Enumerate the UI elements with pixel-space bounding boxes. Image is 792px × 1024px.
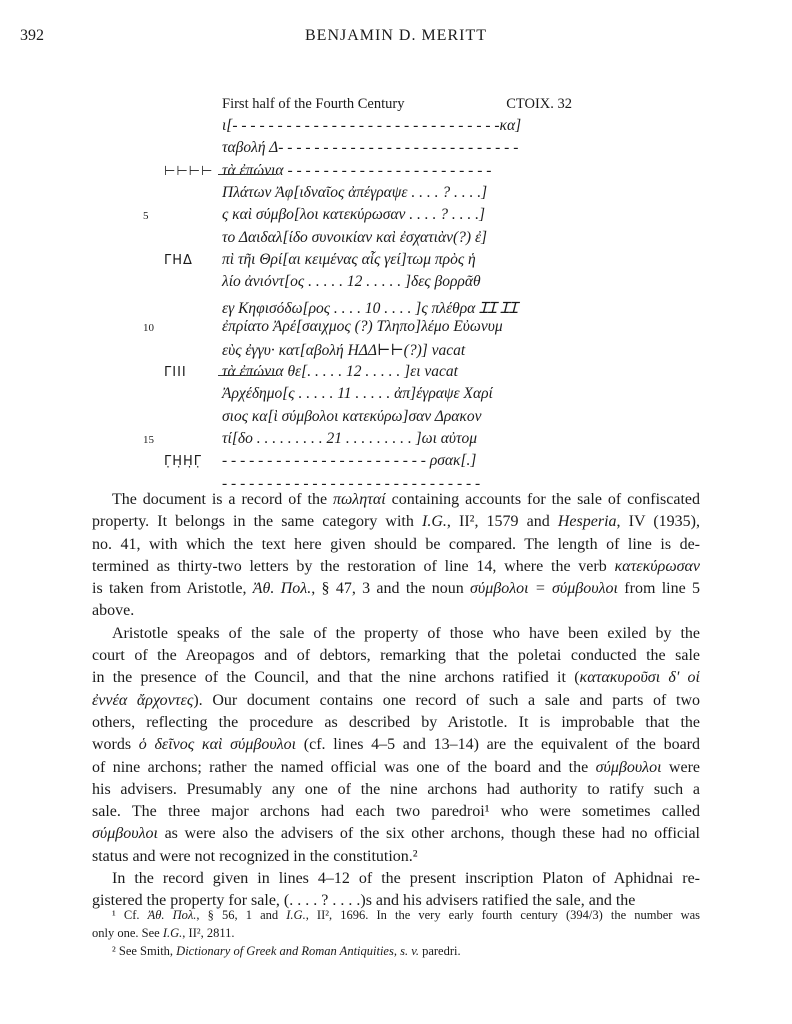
text-run: termined as thirty-two letters by the restoration of line 14, where the verb bbox=[92, 557, 615, 575]
inscription-line bbox=[0, 408, 792, 430]
paragraph-line bbox=[92, 489, 700, 511]
inscription-line-text: λίο ἀνιόντ[ος . . . . . 12 . . . . . ]δες βορρᾶθ bbox=[222, 273, 481, 291]
inscription-line-text: εὺς ἐγγυ· κατ[αβολή ΗΔΔ⊢⊢(?)] vacat bbox=[222, 341, 466, 359]
text-run: κατεκύρωσαν bbox=[614, 557, 700, 575]
text-run: , § 56, 1 and bbox=[196, 908, 287, 922]
text-run: words bbox=[92, 736, 139, 754]
text-run: above. bbox=[92, 602, 135, 620]
line-number: 5 bbox=[143, 210, 149, 223]
inscription-line bbox=[0, 229, 792, 251]
inscription-line-text: ι[- - - - - - - - - - - - - - - - - - - - - - - - - - - - - -κα] bbox=[222, 117, 522, 134]
inscription-date: First half of the Fourth Century bbox=[222, 96, 405, 112]
text-run: , II², 1579 and bbox=[446, 513, 558, 531]
paragraph-line bbox=[92, 868, 700, 890]
text-run: containing accounts for the sale of confiscated bbox=[385, 491, 700, 508]
inscription-line bbox=[0, 430, 792, 452]
text-run: , II², 1696. In the very early fourth century (394/3) the number was bbox=[305, 908, 701, 922]
paragraph-line bbox=[92, 556, 700, 578]
inscription-line bbox=[0, 318, 792, 340]
line-number: 15 bbox=[143, 433, 154, 446]
text-run: κατακυροῦσι δ' οἱ bbox=[579, 669, 701, 687]
inscription-line bbox=[0, 117, 792, 139]
text-run: ¹ Cf. bbox=[112, 908, 148, 922]
text-run: property. It belongs in the same category with bbox=[92, 513, 422, 531]
page-number: 392 bbox=[20, 27, 44, 44]
text-run: , § 47, 3 and the noun bbox=[311, 580, 471, 598]
text-run: only one. See bbox=[92, 926, 163, 940]
inscription-line bbox=[0, 273, 792, 295]
text-run: no. 41, with which the text here given should be compared. The length of line is de- bbox=[92, 535, 700, 553]
inscription-line bbox=[0, 452, 792, 474]
paragraph-line bbox=[92, 690, 700, 712]
text-run: Ἀθ. Πολ. bbox=[252, 580, 312, 598]
stoichedon-label: CTOIX. 32 bbox=[506, 96, 572, 112]
inscription-line-text: σιος κα[ὶ σύμβολοι κατεκύρω]σαν Δρακον bbox=[222, 407, 482, 425]
paragraph-line bbox=[92, 801, 700, 823]
paragraph-line bbox=[92, 623, 700, 645]
inscription-line-text: Ἀρχέδημο[ς . . . . . 11 . . . . . ἀπ]έγραψε Χαρί bbox=[222, 385, 493, 403]
paragraph-line bbox=[92, 667, 700, 689]
inscription-line bbox=[0, 385, 792, 407]
text-run: as were also the advisers of the six other archons, though these had no official bbox=[157, 825, 700, 843]
footnotes bbox=[92, 906, 700, 960]
inscription-heading bbox=[222, 96, 572, 113]
inscription-line-text: τὰ ἐπώνια - - - - - - - - - - - - - - - - - - - - - - - bbox=[222, 161, 492, 179]
attic-numeral: ⊢⊢⊢⊢ bbox=[164, 163, 214, 179]
paragraph-line bbox=[92, 600, 700, 622]
footnote-line bbox=[92, 942, 700, 960]
text-run: In the record given in lines 4–12 of the present inscription Platon of Aphidnai re- bbox=[112, 870, 700, 888]
running-title: BENJAMIN D. MERITT bbox=[305, 27, 487, 44]
text-run: from line 5 bbox=[618, 580, 701, 598]
paragraph-line bbox=[92, 823, 700, 845]
text-run: court of the Areopagos and of debtors, remarking that the poletai conducted the sale bbox=[92, 647, 700, 665]
attic-numeral: ΓΗΔ bbox=[164, 253, 193, 269]
text-run: ² See Smith, bbox=[112, 944, 177, 958]
text-run: I.G. bbox=[162, 926, 183, 940]
inscription-line bbox=[0, 162, 792, 184]
text-run: , II², 2811. bbox=[182, 926, 235, 940]
text-run: status and were not recognized in the constitution.² bbox=[92, 847, 418, 865]
text-run: πωληταί bbox=[332, 491, 386, 508]
paragraph-line bbox=[92, 534, 700, 556]
paragraph-line bbox=[92, 779, 700, 801]
text-run: sale. The three major archons had each two paredroi¹ who were sometimes called bbox=[92, 803, 700, 821]
paragraph-line bbox=[92, 578, 700, 600]
inscription-line-text: Πλάτων Ἀφ[ιδναῖος ἀπέγραψε . . . . ? . . . .] bbox=[222, 184, 488, 202]
text-run: I.G. bbox=[286, 908, 306, 922]
inscription-line-text: - - - - - - - - - - - - - - - - - - - - - - - ρσακ[.] bbox=[222, 452, 477, 470]
text-run: Ἀθ. Πολ. bbox=[147, 908, 197, 922]
line-number: 10 bbox=[143, 322, 154, 335]
text-run: ὁ δεῖνος καὶ σύμβουλοι bbox=[138, 736, 297, 754]
inscription-line-text: τὰ ἐπώνια θε[. . . . . 12 . . . . . ]ει vacat bbox=[222, 362, 458, 380]
text-run: σύμβολοι = σύμβουλοι bbox=[470, 580, 618, 598]
text-run: in the presence of the Council, and that the nine archons ratified it ( bbox=[92, 669, 580, 687]
inscription-line bbox=[0, 363, 792, 385]
footnote-line bbox=[92, 906, 700, 924]
inscription-line-text: εγ Κηφισόδω[ρος . . . . 10 . . . . ]ς πλέθρα ꞮꞮ ꞮꞮ bbox=[222, 299, 518, 317]
text-run: Dictionary of Greek and Roman Antiquities, s. v. bbox=[176, 944, 419, 958]
text-run: of nine archons; rather the named official was one of the board and the bbox=[92, 758, 596, 776]
inscription-line-text: το Δαιδαλ[ίδο συνοικίαν καὶ ἐσχατιὰν(?) ἐ] bbox=[222, 228, 488, 246]
paragraph-line bbox=[92, 712, 700, 734]
inscription-line-text: τί[δο . . . . . . . . . 21 . . . . . . . . . ]ωι αὐτομ bbox=[222, 429, 478, 447]
inscription-line-text: πὶ τῆι Θρί[αι κειμένας αἷς γεί]τωμ πρὸς ἡ bbox=[222, 251, 476, 269]
body-text bbox=[92, 489, 700, 913]
text-run: paredri. bbox=[418, 944, 461, 958]
inscription-line-text: ἐπρίατο Ἀρέ[σαιχμος (?) Τληπο]λέμο Εὐωνυμ bbox=[222, 318, 503, 336]
paragraph-line bbox=[92, 846, 700, 868]
footnote-line bbox=[92, 924, 700, 942]
inscription-line bbox=[0, 251, 792, 273]
text-run: σύμβουλοι bbox=[595, 758, 662, 776]
text-run: (cf. lines 4–5 and 13–14) are the equivalent of the board bbox=[296, 736, 700, 754]
inscription-line bbox=[0, 341, 792, 363]
attic-numeral: ΓΙΙΙ bbox=[164, 364, 187, 380]
paragraph-line bbox=[92, 734, 700, 756]
text-run: ). Our document contains one record of such a sale and parts of two bbox=[193, 691, 700, 709]
text-run: his advisers. Presumably any one of the nine archons had authority to ratify such a bbox=[92, 780, 700, 798]
text-run: σύμβουλοι bbox=[92, 825, 158, 843]
text-run: I.G. bbox=[421, 513, 447, 531]
text-run: were bbox=[661, 758, 701, 776]
paragraph-line bbox=[92, 645, 700, 667]
text-run: The document is a record of the bbox=[112, 491, 333, 508]
paragraph-line bbox=[92, 511, 700, 533]
underline-mark bbox=[218, 174, 276, 175]
inscription-line-text: ταβολή Δ- - - - - - - - - - - - - - - - - - - - - - - - - - - bbox=[222, 139, 519, 157]
text-run: , IV (1935), bbox=[616, 513, 700, 531]
text-run: Hesperia bbox=[557, 513, 617, 531]
underline-mark bbox=[218, 375, 276, 376]
text-run: gistered the property for sale, (. . . . ? . . . .)s and his advisers ratified the sale, and the bbox=[92, 892, 636, 910]
inscription-line-text: - - - - - - - - - - - - - - - - - - - - - - - - - - - - - bbox=[222, 474, 481, 492]
text-run: is taken from Aristotle, bbox=[92, 580, 253, 598]
text-run: Aristotle speaks of the sale of the property of those who have been exiled by the bbox=[112, 624, 700, 642]
text-run: others, reflecting the procedure as described by Aristotle. It is improbable that the bbox=[92, 713, 700, 731]
inscription-line bbox=[0, 296, 792, 318]
paragraph-line bbox=[92, 757, 700, 779]
text-run: ἐννέα ἄρχοντες bbox=[92, 691, 194, 709]
inscription-line bbox=[0, 139, 792, 161]
inscription-line bbox=[0, 184, 792, 206]
inscription-line-text: ς καὶ σύμβο[λοι κατεκύρωσαν . . . . ? . . . .] bbox=[222, 206, 486, 224]
attic-numeral: Γ̣Η̣Η̣Γ̣ bbox=[164, 454, 203, 470]
inscription-line bbox=[0, 206, 792, 228]
